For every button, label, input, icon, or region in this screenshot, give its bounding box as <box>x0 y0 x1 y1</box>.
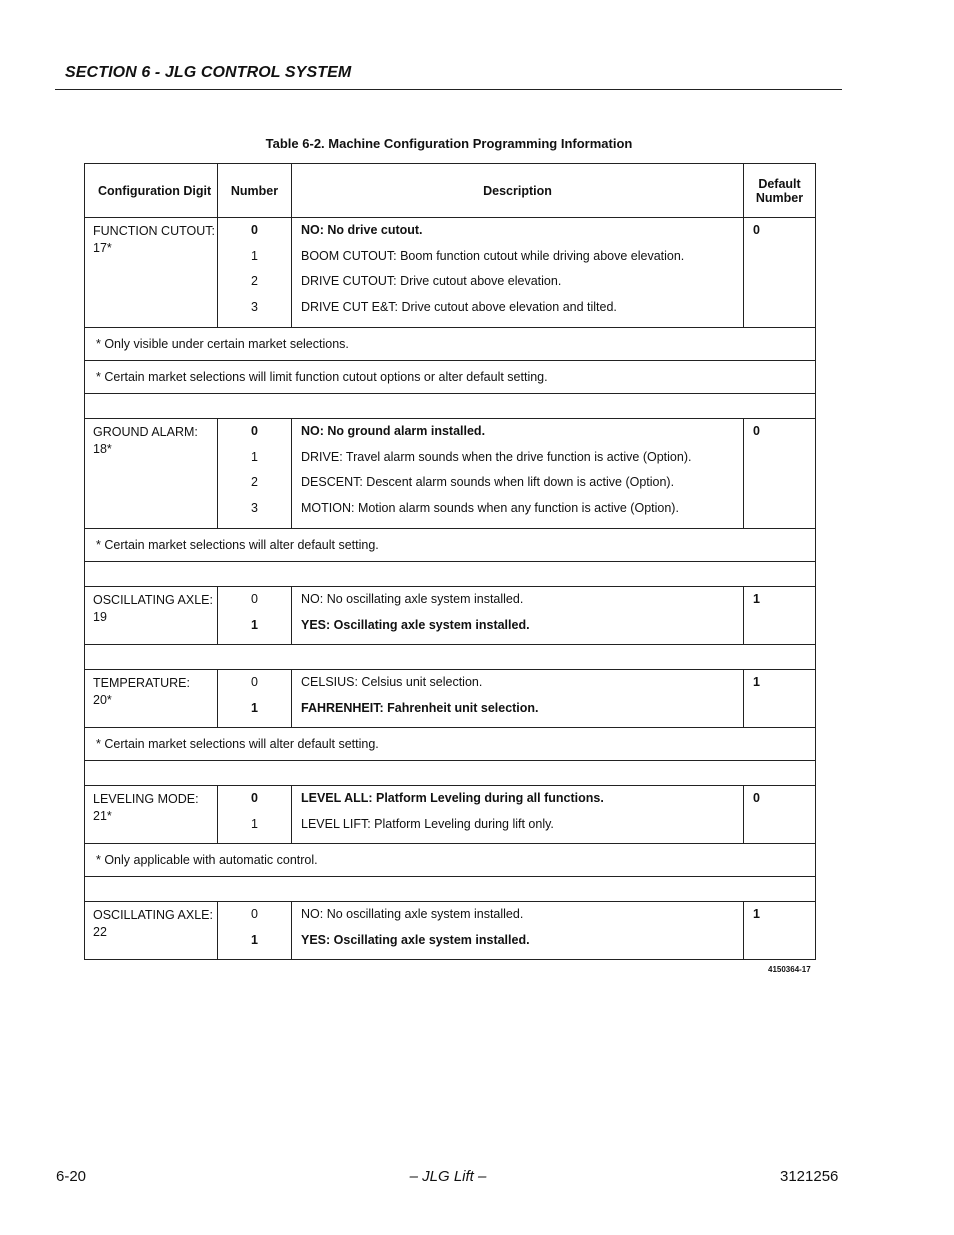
number-cell <box>218 902 292 960</box>
number-cell <box>218 587 292 645</box>
config-digit: 18* <box>93 442 112 456</box>
config-digit: 20* <box>93 693 112 707</box>
option-description: MOTION: Motion alarm sounds when any function is active (Option). <box>301 500 679 515</box>
option-number: 3 <box>251 500 258 515</box>
option-description: BOOM CUTOUT: Boom function cutout while driving above elevation. <box>301 248 685 263</box>
default-number: 0 <box>753 791 760 805</box>
column-header-default-line2: Number <box>755 190 804 205</box>
option-description: YES: Oscillating axle system installed. <box>301 617 530 632</box>
config-digit: 21* <box>93 809 112 823</box>
option-description: NO: No ground alarm installed. <box>301 424 486 438</box>
option-number: 0 <box>251 907 258 921</box>
option-number: 3 <box>251 299 258 314</box>
config-group-row <box>85 786 816 844</box>
note-row <box>85 328 816 361</box>
document-number: 3121256 <box>780 1168 839 1185</box>
default-number: 0 <box>753 424 760 438</box>
default-number-cell <box>744 419 816 529</box>
option-number: 1 <box>251 248 258 263</box>
number-cell <box>218 670 292 728</box>
column-header-number: Number <box>218 164 292 218</box>
column-header-default-number <box>744 164 816 218</box>
spacer-row <box>85 645 816 670</box>
config-digit-cell <box>85 218 218 328</box>
column-header-config-digit: Configuration Digit <box>85 164 218 218</box>
table-title: Table 6-2. Machine Configuration Programming Information <box>265 136 633 151</box>
spacer-cell <box>85 761 816 786</box>
table-body <box>85 218 816 960</box>
option-number: 0 <box>251 223 258 237</box>
option-description: CELSIUS: Celsius unit selection. <box>301 675 483 689</box>
spacer-cell <box>85 394 816 419</box>
footer-brand: – JLG Lift – <box>409 1168 487 1185</box>
option-number: 0 <box>251 424 258 438</box>
column-header-default-line1: Default <box>758 176 801 191</box>
default-number: 1 <box>753 675 760 689</box>
option-number: 1 <box>251 816 258 831</box>
spacer-row <box>85 562 816 587</box>
config-digit: 19 <box>93 610 107 624</box>
note-row <box>85 844 816 877</box>
description-cell <box>292 670 744 728</box>
spacer-cell <box>85 645 816 670</box>
option-description: NO: No oscillating axle system installed. <box>301 907 524 921</box>
description-cell <box>292 218 744 328</box>
section-title: SECTION 6 - JLG CONTROL SYSTEM <box>65 64 352 81</box>
config-name: OSCILLATING AXLE: <box>93 908 213 922</box>
option-number: 0 <box>251 592 258 606</box>
option-number: 1 <box>251 449 258 464</box>
config-group-row <box>85 902 816 960</box>
option-description: DRIVE: Travel alarm sounds when the drive function is active (Option). <box>301 449 692 464</box>
note-row <box>85 529 816 562</box>
config-group-row <box>85 587 816 645</box>
description-cell <box>292 587 744 645</box>
default-number-cell <box>744 218 816 328</box>
config-digit-cell <box>85 670 218 728</box>
option-description: LEVEL ALL: Platform Leveling during all functions. <box>301 791 604 805</box>
default-number: 0 <box>753 223 760 237</box>
config-digit-cell <box>85 902 218 960</box>
config-name: LEVELING MODE: <box>93 792 199 806</box>
config-digit: 17* <box>93 241 112 255</box>
option-number: 2 <box>251 475 258 490</box>
option-description: NO: No oscillating axle system installed. <box>301 592 524 606</box>
column-header-description: Description <box>292 164 744 218</box>
config-name: FUNCTION CUTOUT: <box>93 224 215 238</box>
option-description: DESCENT: Descent alarm sounds when lift down is active (Option). <box>301 475 675 490</box>
option-description: FAHRENHEIT: Fahrenheit unit selection. <box>301 700 539 715</box>
number-cell <box>218 419 292 529</box>
number-cell <box>218 786 292 844</box>
spacer-cell <box>85 877 816 902</box>
option-description: YES: Oscillating axle system installed. <box>301 932 530 947</box>
note-row <box>85 361 816 394</box>
config-digit-cell <box>85 587 218 645</box>
default-number-cell <box>744 786 816 844</box>
config-digit-cell <box>85 419 218 529</box>
config-group-row <box>85 218 816 328</box>
option-description: DRIVE CUTOUT: Drive cutout above elevation. <box>301 274 562 289</box>
option-number: 1 <box>251 932 258 947</box>
footnote: * Only visible under certain market selections. <box>85 328 816 361</box>
spacer-row <box>85 877 816 902</box>
option-number: 1 <box>251 617 258 632</box>
spacer-row <box>85 394 816 419</box>
footnote: * Certain market selections will alter default setting. <box>85 529 816 562</box>
table-header-row <box>85 164 816 218</box>
footnote: * Certain market selections will alter default setting. <box>85 728 816 761</box>
description-cell <box>292 419 744 529</box>
config-name: TEMPERATURE: <box>93 676 190 690</box>
option-number: 1 <box>251 700 258 715</box>
default-number-cell <box>744 587 816 645</box>
figure-reference: 4150364-17 <box>768 965 811 974</box>
option-description: LEVEL LIFT: Platform Leveling during lift only. <box>301 816 554 831</box>
config-table <box>84 163 816 960</box>
config-group-row <box>85 670 816 728</box>
option-description: DRIVE CUT E&T: Drive cutout above elevation and tilted. <box>301 299 617 314</box>
spacer-cell <box>85 562 816 587</box>
default-number: 1 <box>753 592 760 606</box>
header-divider <box>55 89 842 90</box>
footnote: * Only applicable with automatic control. <box>85 844 816 877</box>
option-number: 0 <box>251 791 258 805</box>
number-cell <box>218 218 292 328</box>
default-number-cell <box>744 670 816 728</box>
config-name: OSCILLATING AXLE: <box>93 593 213 607</box>
option-number: 2 <box>251 274 258 289</box>
default-number-cell <box>744 902 816 960</box>
footnote: * Certain market selections will limit function cutout options or alter default setting. <box>85 361 816 394</box>
config-name: GROUND ALARM: <box>93 425 198 439</box>
note-row <box>85 728 816 761</box>
description-cell <box>292 902 744 960</box>
spacer-row <box>85 761 816 786</box>
config-group-row <box>85 419 816 529</box>
default-number: 1 <box>753 907 760 921</box>
description-cell <box>292 786 744 844</box>
option-number: 0 <box>251 675 258 689</box>
config-digit: 22 <box>93 925 107 939</box>
page-number: 6-20 <box>56 1168 87 1185</box>
config-digit-cell <box>85 786 218 844</box>
option-description: NO: No drive cutout. <box>301 223 423 237</box>
